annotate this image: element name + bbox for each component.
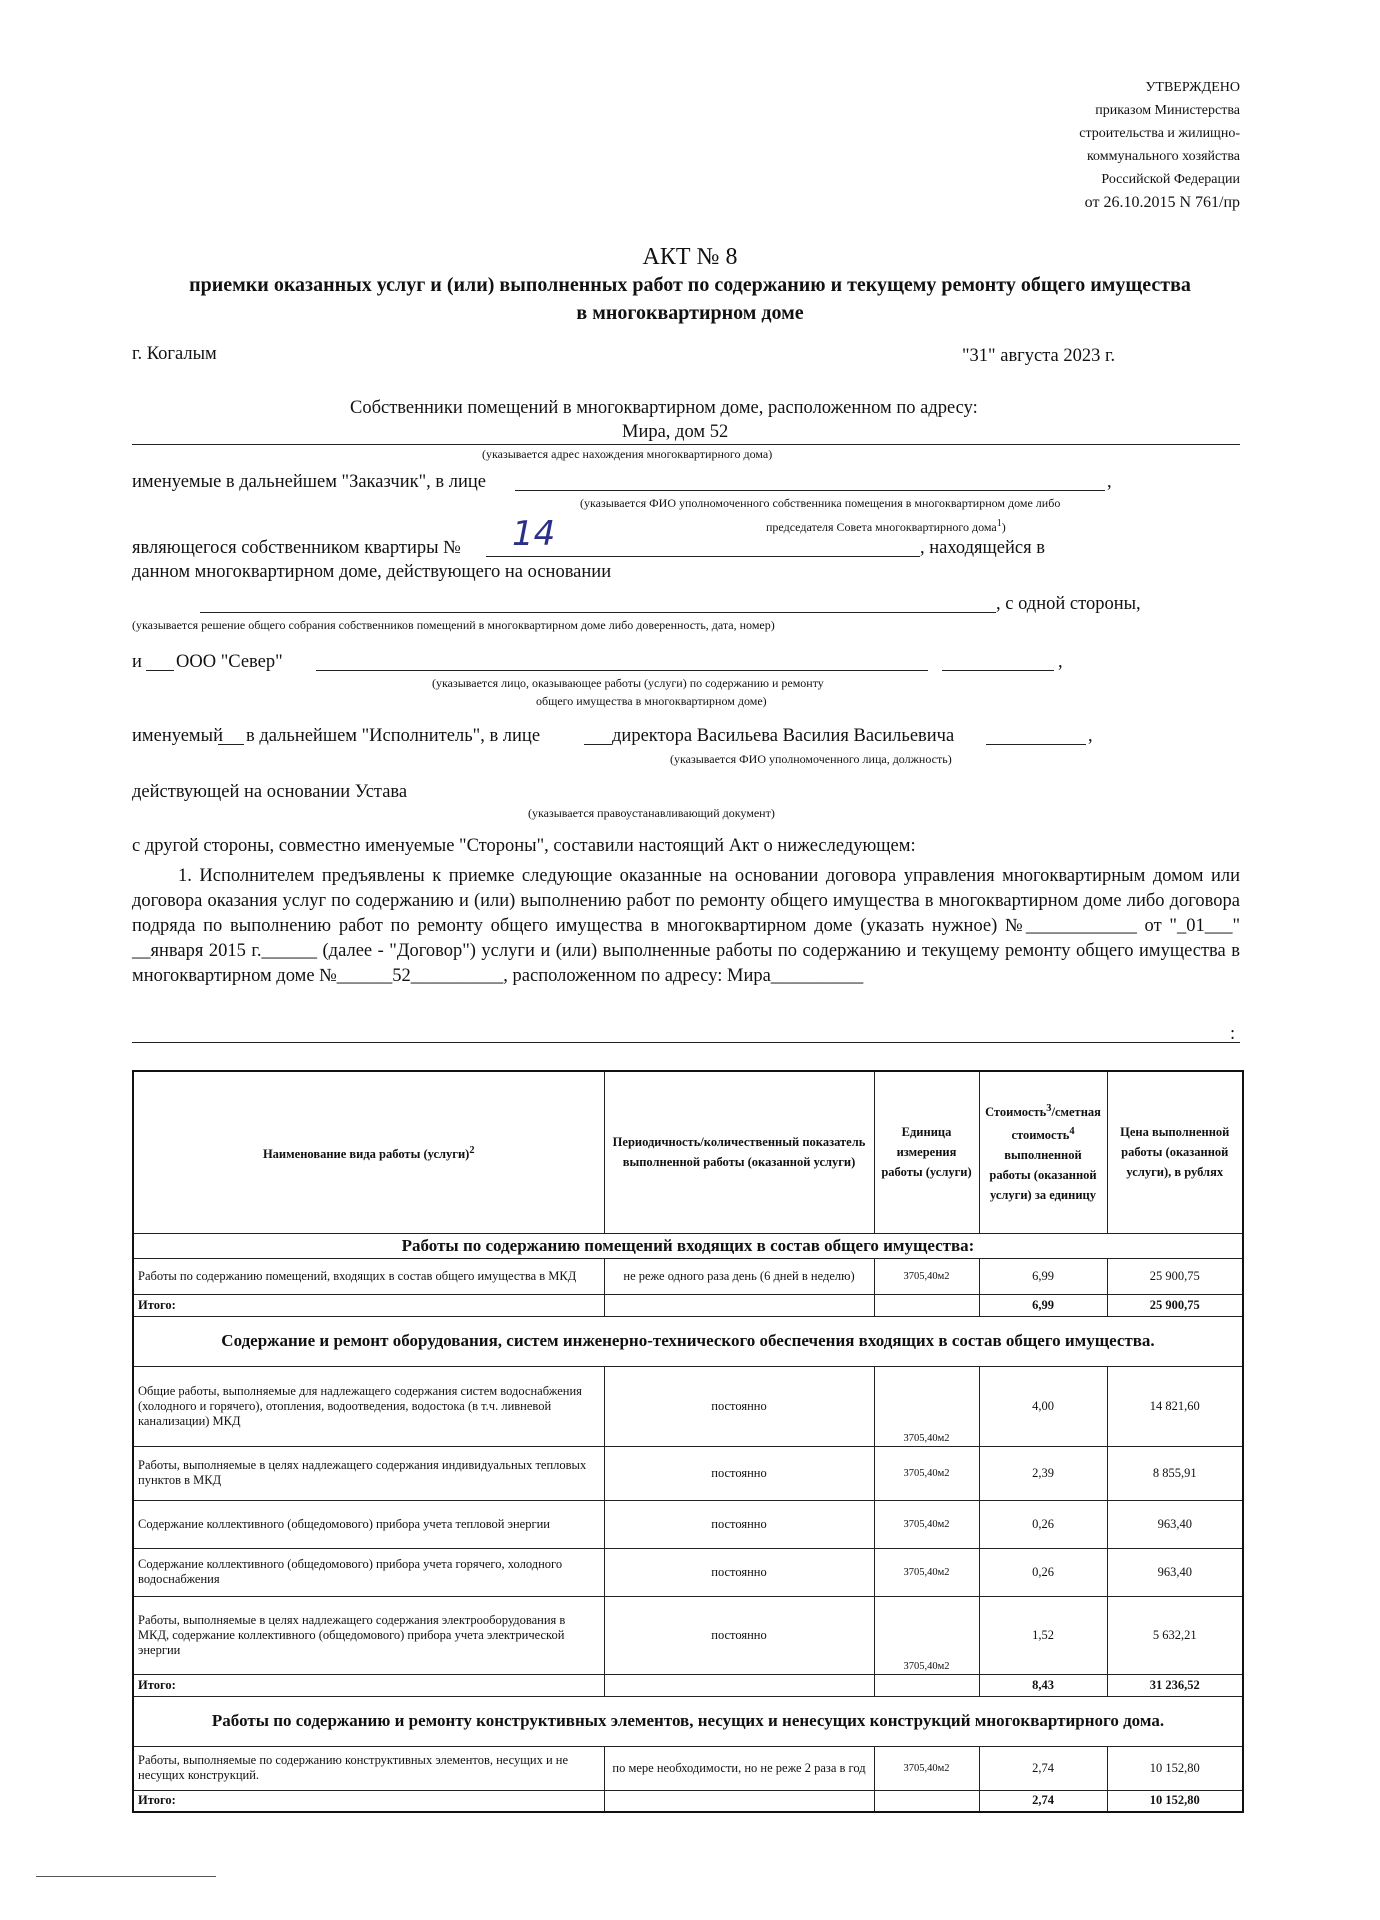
contractor-org: ООО "Север" bbox=[176, 652, 283, 672]
unit-cell: 3705,40м2 bbox=[874, 1500, 979, 1548]
periodicity-cell: не реже одного раза день (6 дней в неделю) bbox=[604, 1258, 874, 1294]
section-row bbox=[133, 1233, 1243, 1258]
other-side-text: с другой стороны, совместно именуемые "Стороны", составили настоящий Акт о нижеследующем: bbox=[132, 836, 916, 856]
approved-title: УТВЕРЖДЕНО bbox=[1145, 80, 1240, 95]
act-number: АКТ № 8 bbox=[642, 244, 738, 270]
customer-text: именуемые в дальнейшем "Заказчик", в лице bbox=[132, 472, 487, 492]
header-price: Цена выполненной работы (оказанной услуги), в рублях bbox=[1107, 1071, 1243, 1233]
periodicity-cell: постоянно bbox=[604, 1366, 874, 1446]
acting-basis: действующей на основании Устава bbox=[132, 782, 408, 802]
periodicity-cell: по мере необходимости, но не реже 2 раза в год bbox=[604, 1746, 874, 1790]
section-row bbox=[133, 1316, 1243, 1366]
header-work-name: Наименование вида работы (услуги)$^2$ bbox=[133, 1071, 604, 1233]
total-cost: 6,99 bbox=[979, 1294, 1107, 1316]
total-label: Итого: bbox=[133, 1674, 604, 1696]
cost-cell: 2,74 bbox=[979, 1746, 1107, 1790]
unit-cell: 3705,40м2 bbox=[874, 1446, 979, 1500]
located-text: , находящейся в bbox=[920, 538, 1045, 558]
basis-hint: (указывается решение общего собрания собственников помещений в многоквартирном доме либо доверенность, дата, номер) bbox=[132, 618, 775, 632]
table-row bbox=[133, 1258, 1243, 1294]
unit-cell: 3705,40м2 bbox=[874, 1258, 979, 1294]
price-cell: 8 855,91 bbox=[1107, 1446, 1243, 1500]
approved-order-line: приказом Министерства bbox=[1095, 103, 1240, 118]
work-name-cell: Работы, выполняемые в целях надлежащего содержания индивидуальных тепловых пунктов в МКД bbox=[133, 1446, 604, 1500]
clause-1-text: 1. Исполнителем предъявлены к приемке следующие оказанные на основании договора управления многоквартирным домом или договора оказания услуг по содержанию и (или) выполнению работ по ремонту общего имущества в многоквартирном доме либо договора подряда по выполнению работ по ремонту общего имущества в многоквартирном доме (указать нужное) №____________ от "_01___" __января 2015 г.______ (далее - "Договор") услуги и (или) выполненные работы по содержанию и текущему ремонту общего имущества в многоквартирном доме №______52__________, расположенном по адресу: Мира__________ bbox=[132, 866, 1240, 986]
unit-cell: 3705,40м2 bbox=[874, 1548, 979, 1596]
address-hint: (указывается адрес нахождения многоквартирного дома) bbox=[482, 447, 773, 461]
basis-underline bbox=[200, 612, 996, 613]
approval-stamp-block bbox=[1079, 76, 1240, 214]
work-name-cell: Работы, выполняемые по содержанию конструктивных элементов, несущих и не несущих конструкций. bbox=[133, 1746, 604, 1790]
cost-cell: 4,00 bbox=[979, 1366, 1107, 1446]
work-name-cell: Общие работы, выполняемые для надлежащего содержания систем водоснабжения (холодного и горячего), отопления, водоотведения, водостока (в т.ч. ливневой канализации) МКД bbox=[133, 1366, 604, 1446]
named-executor-text: в дальнейшем "Исполнитель", в лице bbox=[246, 726, 541, 746]
price-cell: 10 152,80 bbox=[1107, 1746, 1243, 1790]
periodicity-cell: постоянно bbox=[604, 1548, 874, 1596]
table-row bbox=[133, 1446, 1243, 1500]
approved-order-date: от 26.10.2015 N 761/пр bbox=[1084, 194, 1240, 211]
price-cell: 5 632,21 bbox=[1107, 1596, 1243, 1674]
unit-cell: 3705,40м2 bbox=[874, 1366, 979, 1446]
approved-ministry-line: строительства и жилищно- bbox=[1079, 126, 1240, 141]
contractor-hint-2: общего имущества в многоквартирном доме) bbox=[536, 694, 767, 708]
approved-ministry-line2: коммунального хозяйства bbox=[1086, 149, 1240, 164]
customer-underline bbox=[515, 490, 1105, 491]
price-cell: 25 900,75 bbox=[1107, 1258, 1243, 1294]
total-price: 25 900,75 bbox=[1107, 1294, 1243, 1316]
unit-cell: 3705,40м2 bbox=[874, 1596, 979, 1674]
footnote-separator bbox=[36, 1876, 216, 1877]
total-label: Итого: bbox=[133, 1294, 604, 1316]
customer-hint-2: председателя Совета многоквартирного дома$^1$) bbox=[766, 518, 1006, 534]
apartment-number-handwritten: 14 bbox=[512, 514, 556, 554]
periodicity-cell: постоянно bbox=[604, 1596, 874, 1674]
table-row bbox=[133, 1596, 1243, 1674]
approved-country-line: Российской Федерации bbox=[1101, 172, 1240, 187]
act-subtitle-2: в многоквартирном доме bbox=[576, 302, 804, 324]
building-address: Мира, дом 52 bbox=[622, 422, 729, 442]
work-name-cell: Работы по содержанию помещений, входящих в состав общего имущества в МКД bbox=[133, 1258, 604, 1294]
header-periodicity: Периодичность/количественный показатель выполненной работы (оказанной услуги) bbox=[604, 1071, 874, 1233]
director-hint: (указывается ФИО уполномоченного лица, должность) bbox=[670, 752, 952, 766]
acting-hint: (указывается правоустанавливающий документ) bbox=[528, 806, 775, 820]
apartment-owner-text: являющегося собственником квартиры № bbox=[132, 538, 461, 558]
work-name-cell: Работы, выполняемые в целях надлежащего содержания электрооборудования в МКД, содержание коллективного (общедомового) прибора учета электрической энергии bbox=[133, 1596, 604, 1674]
total-row bbox=[133, 1790, 1243, 1812]
header-cost-per-unit: Стоимость$^3$/сметная стоимость$^4$ выполненной работы (оказанной услуги) за единицу bbox=[979, 1071, 1107, 1233]
total-price: 31 236,52 bbox=[1107, 1674, 1243, 1696]
table-header-row bbox=[133, 1071, 1243, 1233]
section-title: Работы по содержанию и ремонту конструктивных элементов, несущих и ненесущих конструкций многоквартирного дома. bbox=[133, 1696, 1243, 1746]
works-table bbox=[132, 1070, 1244, 1813]
periodicity-cell: постоянно bbox=[604, 1500, 874, 1548]
one-side-text: , с одной стороны, bbox=[996, 594, 1141, 614]
unit-cell: 3705,40м2 bbox=[874, 1746, 979, 1790]
periodicity-cell: постоянно bbox=[604, 1446, 874, 1500]
clause-1-colon: : bbox=[1230, 1024, 1236, 1044]
price-cell: 14 821,60 bbox=[1107, 1366, 1243, 1446]
apartment-underline bbox=[486, 556, 920, 557]
cost-cell: 0,26 bbox=[979, 1548, 1107, 1596]
section-title: Работы по содержанию помещений входящих в состав общего имущества: bbox=[133, 1233, 1243, 1258]
cost-cell: 1,52 bbox=[979, 1596, 1107, 1674]
total-cost: 8,43 bbox=[979, 1674, 1107, 1696]
act-date: "31" августа 2023 г. bbox=[962, 346, 1116, 366]
price-cell: 963,40 bbox=[1107, 1500, 1243, 1548]
table-row bbox=[133, 1500, 1243, 1548]
total-price: 10 152,80 bbox=[1107, 1790, 1243, 1812]
named-prefix: именуемый bbox=[132, 726, 223, 746]
cost-cell: 2,39 bbox=[979, 1446, 1107, 1500]
clause-1-underline bbox=[132, 1042, 1240, 1043]
work-name-cell: Содержание коллективного (общедомового) прибора учета тепловой энергии bbox=[133, 1500, 604, 1548]
and-text: и bbox=[132, 652, 142, 672]
header-unit: Единица измерения работы (услуги) bbox=[874, 1071, 979, 1233]
cost-cell: 0,26 bbox=[979, 1500, 1107, 1548]
address-underline bbox=[132, 444, 1240, 445]
contractor-hint: (указывается лицо, оказывающее работы (услуги) по содержанию и ремонту bbox=[432, 676, 824, 690]
table-row bbox=[133, 1548, 1243, 1596]
cost-cell: 6,99 bbox=[979, 1258, 1107, 1294]
total-row bbox=[133, 1674, 1243, 1696]
total-label: Итого: bbox=[133, 1790, 604, 1812]
table-row bbox=[133, 1366, 1243, 1446]
basis-text: данном многоквартирном доме, действующего на основании bbox=[132, 562, 612, 582]
table-row bbox=[133, 1746, 1243, 1790]
section-title: Содержание и ремонт оборудования, систем инженерно-технического обеспечения входящих в состав общего имущества. bbox=[133, 1316, 1243, 1366]
total-row bbox=[133, 1294, 1243, 1316]
work-name-cell: Содержание коллективного (общедомового) прибора учета горячего, холодного водоснабжения bbox=[133, 1548, 604, 1596]
director-name: директора Васильева Василия Васильевича bbox=[612, 726, 955, 746]
customer-hint: (указывается ФИО уполномоченного собственника помещения в многоквартирном доме либо bbox=[580, 496, 1061, 510]
act-subtitle: приемки оказанных услуг и (или) выполненных работ по содержанию и текущему ремонту общего имущества bbox=[189, 274, 1191, 296]
section-row bbox=[133, 1696, 1243, 1746]
act-city: г. Когалым bbox=[132, 344, 217, 364]
owners-text: Собственники помещений в многоквартирном доме, расположенном по адресу: bbox=[350, 398, 978, 418]
total-cost: 2,74 bbox=[979, 1790, 1107, 1812]
price-cell: 963,40 bbox=[1107, 1548, 1243, 1596]
